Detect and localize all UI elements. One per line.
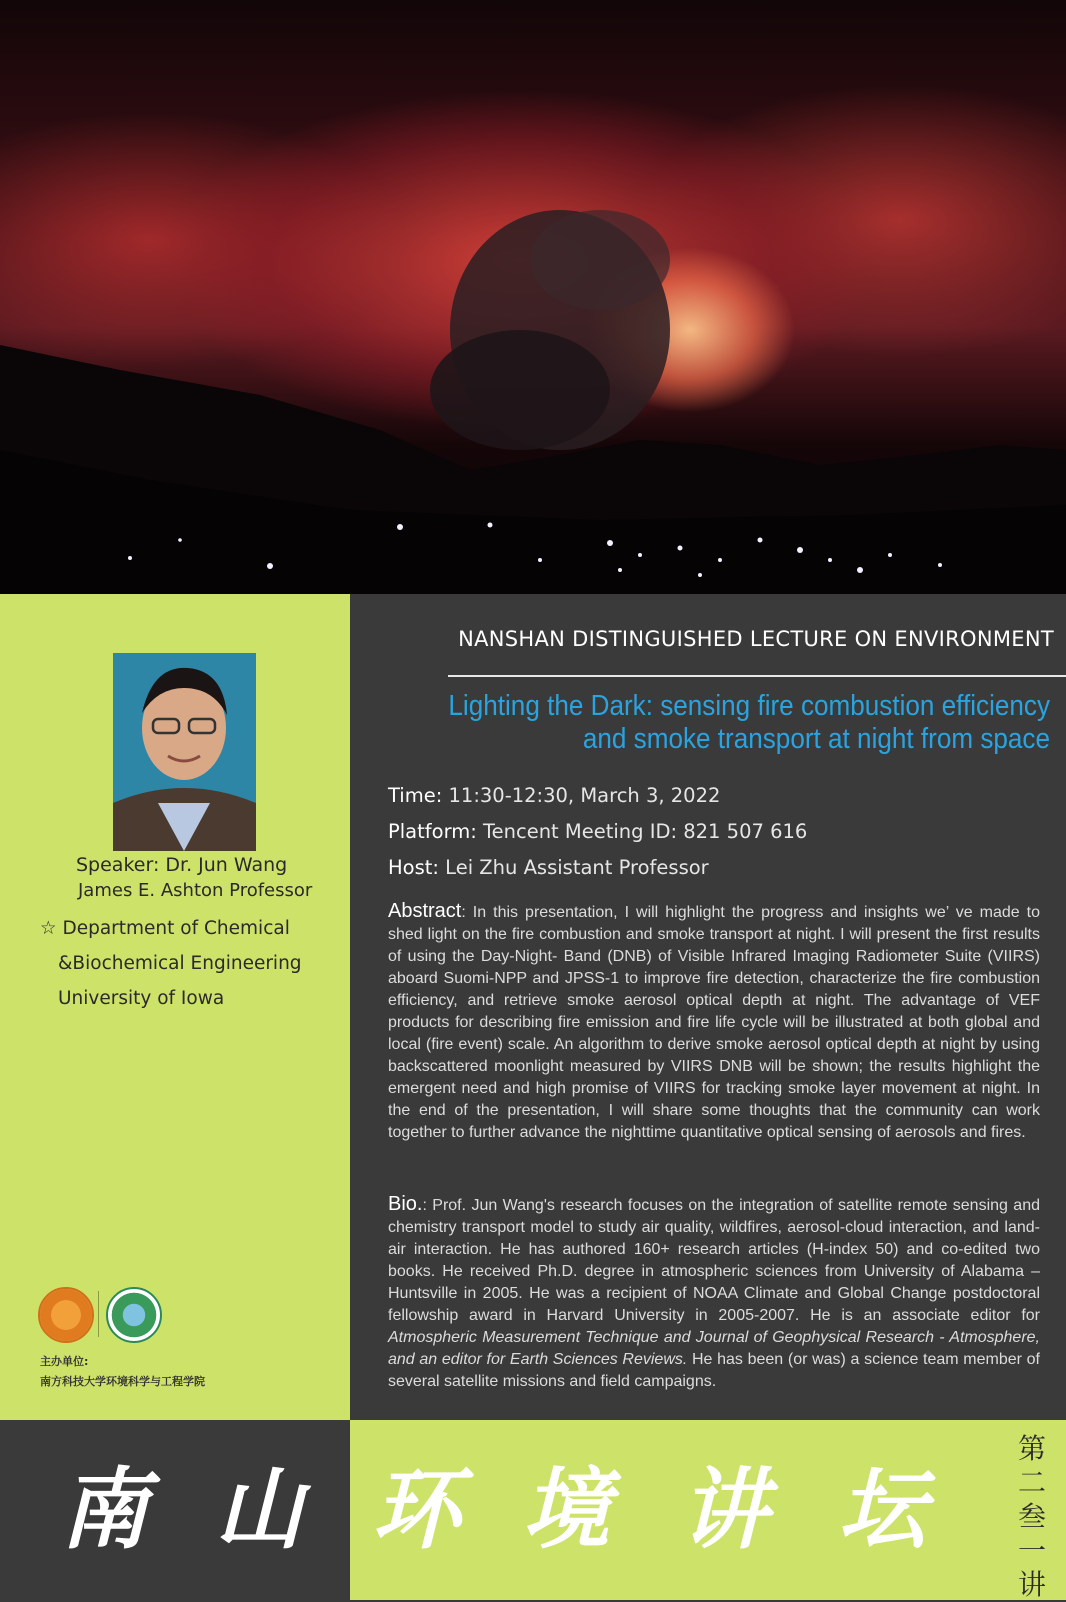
lecture-number-c1: 第	[1017, 1432, 1046, 1465]
speaker-dept-2: &Biochemical Engineering	[58, 953, 302, 974]
banner-char-jiang: 讲	[680, 1457, 769, 1561]
banner-char-huan: 环	[372, 1457, 461, 1561]
bio-text: : Prof. Jun Wang's research focuses on the integration of satellite remote sensing and chemistry transport model to study air quality, wildfires, aerosol-cloud interaction, and land-air interaction. He has authored 160+ research articles (H-index 50) and co-edited two books. He received Ph.D. degree in atmospheric sciences from University of Alabama – Huntsville in 2005. He was a recipient of NOAA Climate and Global Change postdoctoral fellowship award in Harvard University in 2005-2007. He is an associate editor for	[388, 1197, 1040, 1324]
ese-school-logo	[106, 1287, 162, 1343]
speaker-dept-1: ☆ Department of Chemical	[40, 918, 290, 939]
platform-value: Tencent Meeting ID: 821 507 616	[483, 820, 808, 843]
lecture-title	[438, 690, 1050, 756]
lecture-number-c2: 二	[1017, 1466, 1046, 1499]
night-fire-scene	[0, 0, 1066, 594]
lecture-number	[1012, 1432, 1052, 1602]
abstract	[388, 900, 1040, 1144]
banner-char-tan: 坛	[838, 1457, 927, 1561]
banner-char-shan: 山	[215, 1457, 304, 1561]
speaker-info	[40, 853, 330, 1016]
lecture-number-c5: 讲	[1017, 1568, 1046, 1601]
platform-row	[388, 820, 807, 843]
abstract-text: : In this presentation, I will highlight the progress and insights we’ ve made to shed light on the fire combustion and smoke transport at night. I will present the first results of using the Day-Night- Band (DNB) of Visible Infrared Imaging Radiometer Suite (VIIRS) aboard Suomi-NPP and JPSS-1 to improve fire detection, characterize the fire combustion efficiency, and retrieve smoke aerosol optical depth at night. The advantage of VEF products for describing fire emission and fire life cycle will be illustrated at both global and local (fire event) scale. An algorithm to derive smoke aerosol optical depth at night by using backscattered moonlight measured by VIIRS DNB will be shown; the results highlight the emergent need and high promise of VIIRS for tracking smoke layer movement at night. In the end of the presentation, I will share some thoughts that the community can work together to further advance the nighttime quantitative optical sensing of aerosols and fires.	[388, 904, 1040, 1141]
lecture-number-c3: 叁	[1017, 1500, 1046, 1533]
platform-label: Platform:	[388, 820, 477, 843]
banner-char-jing: 境	[522, 1457, 611, 1561]
time-label: Time:	[388, 784, 443, 807]
bio-italic: Atmospheric Measurement Technique and Journal of Geophysical Research - Atmosphere, and an editor for Earth Sciences Reviews.	[388, 1329, 1040, 1368]
hero-photo	[0, 0, 1066, 594]
speaker-name: Speaker: Dr. Jun Wang	[76, 854, 288, 876]
bio-label: Bio.	[388, 1193, 423, 1215]
host-value: Lei Zhu Assistant Professor	[445, 856, 709, 879]
host-label: Host:	[388, 856, 439, 879]
host-row	[388, 856, 709, 879]
speaker-photo	[113, 653, 256, 851]
banner-char-nan: 南	[60, 1457, 149, 1561]
portrait-image	[113, 653, 256, 851]
divider	[448, 675, 1066, 677]
series-title: NANSHAN DISTINGUISHED LECTURE ON ENVIRONMENT	[458, 627, 1054, 651]
lecture-number-c4: 一	[1017, 1534, 1046, 1567]
time-value: 11:30-12:30, March 3, 2022	[448, 784, 721, 807]
lecture-title-line1: Lighting the Dark: sensing fire combustion efficiency	[448, 690, 1050, 722]
abstract-label: Abstract	[388, 900, 462, 922]
sponsor-name: 南方科技大学环境科学与工程学院	[40, 1375, 205, 1388]
bio	[388, 1193, 1040, 1393]
sponsor-text	[40, 1352, 205, 1392]
time-row	[388, 784, 720, 807]
lecture-title-line2: and smoke transport at night from space	[582, 723, 1050, 755]
sponsor-label: 主办单位:	[40, 1355, 89, 1368]
sustech-logo	[38, 1287, 94, 1343]
speaker-university: University of Iowa	[58, 988, 225, 1009]
sponsor-logos	[38, 1287, 298, 1347]
speaker-title: James E. Ashton Professor	[78, 880, 313, 901]
bio-tail: He has been (or was) a science team member of several satellite missions and field campaigns.	[388, 1351, 1040, 1390]
